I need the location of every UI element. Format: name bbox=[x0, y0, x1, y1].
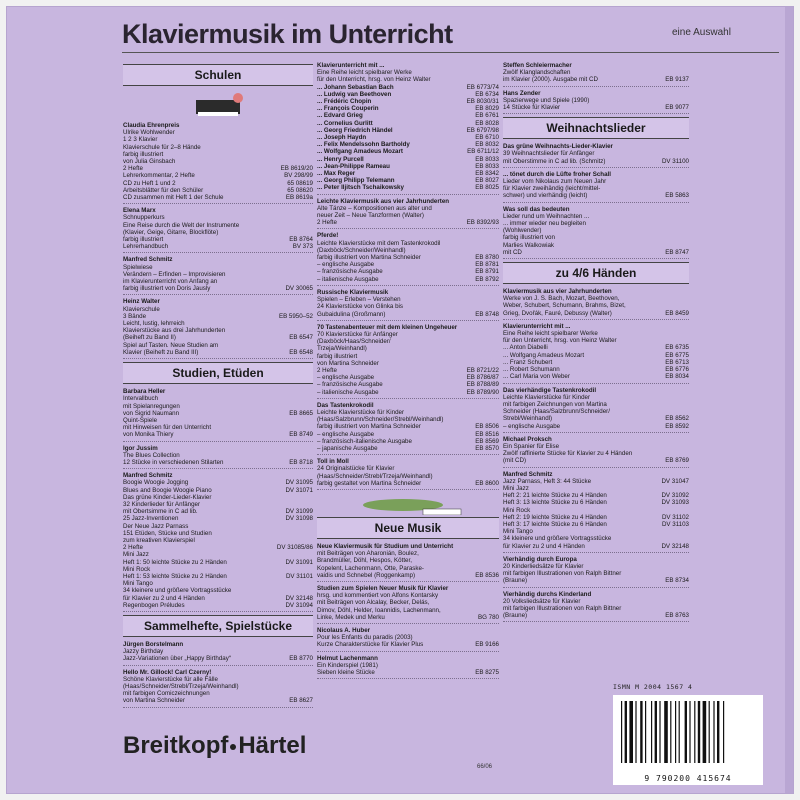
catalog-entry bbox=[503, 436, 689, 468]
catalog-entry bbox=[123, 669, 313, 708]
catalog-entry bbox=[503, 556, 689, 588]
catalog-entry bbox=[123, 388, 313, 441]
entry-line: Trzeja/Weinhandl) bbox=[317, 345, 367, 353]
entry-line: farbig gestaltet von Martina Schneider EB 8600 bbox=[317, 479, 499, 487]
entry-line: für den Unterricht, hrsg. von Heinz Walter bbox=[317, 76, 431, 84]
entry-line: 2 Hefte DV 31085/86 bbox=[123, 544, 313, 552]
entry-line: farbig illustriert von Martina Schneider EB 8780 bbox=[317, 254, 499, 262]
entry-line: Das grüne Kinder-Lieder-Klavier bbox=[123, 493, 212, 501]
barcode-bar bbox=[709, 701, 710, 763]
entry-line: ... Carl Maria von Weber EB 8034 bbox=[503, 373, 689, 381]
entry-line: Spiel auf Tasten. Neue Studien am bbox=[123, 341, 219, 349]
catalog-entry bbox=[317, 232, 499, 285]
entry-line: – französisch-italienische Ausgabe EB 8569 bbox=[317, 437, 499, 445]
catalog-entry bbox=[503, 171, 689, 203]
barcode-bar bbox=[635, 701, 636, 763]
entry-line: Heft 2: 21 leichte Stücke zu 4 Händen DV 31092 bbox=[503, 492, 689, 500]
entry-line: ... Frédéric Chopin EB 8030/31 bbox=[317, 98, 499, 106]
entry-heading: Pferde! bbox=[317, 232, 339, 240]
entry-line: Sieben kleine Stücke EB 8275 bbox=[317, 669, 499, 677]
barcode-bar bbox=[689, 701, 690, 763]
entry-line: mit farbigen Zeichnungen von Martina bbox=[503, 400, 607, 408]
entry-line: ... Ludwig van Beethoven EB 6734 bbox=[317, 90, 499, 98]
entry-heading: Toll in Moll bbox=[317, 458, 349, 466]
catalog-entry bbox=[503, 206, 689, 259]
entry-line: Lehrerkommentar, 2 Hefte BV 298/99 bbox=[123, 172, 313, 180]
entry-heading: Das grüne Weihnachts-Lieder-Klavier bbox=[503, 143, 613, 151]
barcode-bar bbox=[625, 701, 627, 763]
entry-line: ... Henry Purcell EB 8033 bbox=[317, 155, 499, 163]
barcode-bar bbox=[659, 701, 660, 763]
entry-line: farbig illustriert von Martina Schneider EB 8506 bbox=[317, 423, 499, 431]
entry-line: – englische Ausgabe EB 8786/87 bbox=[317, 374, 499, 382]
entry-heading: Steffen Schleiermacher bbox=[503, 62, 572, 69]
barcode-bar bbox=[694, 701, 695, 763]
crocodile-illustration-icon bbox=[353, 493, 463, 515]
entry-line: – englische Ausgabe EB 8516 bbox=[317, 430, 499, 438]
entry-line: 1 2 3 Klavier bbox=[123, 136, 158, 144]
entry-line: ... Robert Schumann EB 6776 bbox=[503, 366, 689, 374]
entry-line: Heft 1: 53 leichte Stücke zu 2 Händen DV 31101 bbox=[123, 572, 313, 580]
entry-line: – französische Ausgabe EB 8791 bbox=[317, 268, 499, 276]
barcode-bar bbox=[645, 701, 646, 763]
page-subtitle: eine Auswahl bbox=[672, 27, 731, 38]
barcode-bar bbox=[640, 701, 642, 763]
haende-list bbox=[503, 288, 689, 622]
entry-heading: Michael Proksch bbox=[503, 435, 552, 443]
entry-heading: Jürgen Borstelmann bbox=[123, 640, 184, 648]
entry-heading: Das Tastenkrokodil bbox=[317, 401, 374, 409]
barcode-bar bbox=[664, 701, 668, 763]
entry-line: Klavierstücke aus drei Jahrhunderten bbox=[123, 327, 226, 335]
entry-heading: Das vierhändige Tastenkrokodil bbox=[503, 386, 597, 394]
entry-line: Schnupperkurs bbox=[123, 214, 165, 222]
entry-line: mit Beiträgen von Aharonián, Boulez, bbox=[317, 550, 419, 558]
entry-line: ... François Couperin EB 8029 bbox=[317, 105, 499, 113]
catalog-entry bbox=[123, 122, 313, 204]
catalog-entry bbox=[503, 90, 689, 115]
entry-line: Eine Reihe leicht spielbarer Werke bbox=[503, 330, 598, 338]
entry-line: Lehrerhandbuch BV 373 bbox=[123, 243, 313, 251]
entry-heading: Barbara Heller bbox=[123, 388, 166, 396]
entry-line: Gubaidulina (Großmann) EB 8748 bbox=[317, 310, 499, 318]
entry-line: (Haas/Schneider/Strebl/Trzeja/Weinhandl) bbox=[317, 472, 433, 480]
schulen-list bbox=[123, 122, 313, 359]
entry-line: (Klavier, Geige, Gitarre, Blockflöte) bbox=[123, 228, 219, 236]
entry-line: CD zusammen mit Heft 1 der Schule EB 8619a bbox=[123, 194, 313, 202]
barcode-bar bbox=[723, 701, 724, 763]
entry-line: Mini Jazz bbox=[503, 484, 529, 492]
barcode-bar bbox=[713, 701, 714, 763]
entry-line: – englische Ausgabe EB 8781 bbox=[317, 261, 499, 269]
entry-line: (Braune) EB 8763 bbox=[503, 612, 689, 620]
entry-heading: Neue Klaviermusik für Studium und Unterricht bbox=[317, 542, 454, 550]
entry-line: ... Felix Mendelssohn Bartholdy EB 8032 bbox=[317, 141, 499, 149]
entry-line: Quint-Spiele bbox=[123, 416, 158, 424]
logo-dot-icon bbox=[230, 744, 236, 750]
title-rule bbox=[122, 52, 779, 53]
barcode-bar bbox=[621, 701, 622, 763]
entry-line: 34 kleinere und größere Vortragsstücke bbox=[123, 587, 232, 595]
barcode bbox=[613, 695, 763, 785]
entry-line: Der Neue Jazz Parnass bbox=[123, 522, 189, 530]
composer-list bbox=[317, 84, 499, 192]
entry-line: CD zu Heft 1 und 2 65 08619 bbox=[123, 179, 313, 187]
entry-line: (Wohlwender) bbox=[503, 227, 542, 235]
catalog-entry bbox=[317, 543, 499, 582]
entry-line: (Haas/Schneider/Strebl/Trzeja/Weinhandl) bbox=[123, 683, 239, 690]
entry-heading: Vierhändig durchs Kinderland bbox=[503, 590, 592, 598]
entry-line: im Klavierunterricht von Anfang an bbox=[123, 278, 218, 286]
entry-line: Heft 3: 13 leichte Stücke zu 6 Händen DV 31093 bbox=[503, 499, 689, 507]
catalog-entry bbox=[503, 62, 689, 87]
entry-line: Ein Spanier für Elise bbox=[503, 442, 560, 450]
entry-line: 24 Originalstücke für Klavier bbox=[317, 465, 395, 473]
catalog-entry bbox=[503, 288, 689, 320]
entry-line: (mit CD) EB 8769 bbox=[503, 457, 689, 465]
entry-line: 151 Etüden, Stücke und Studien bbox=[123, 529, 212, 537]
barcode-bar bbox=[698, 701, 700, 763]
entry-line: Ein Kinderspiel (1981) bbox=[317, 661, 378, 669]
entry-line: mit Hinweisen für den Unterricht bbox=[123, 424, 212, 432]
barcode-bars-icon bbox=[613, 695, 763, 767]
entry-line: 70 Klavierstücke für Anfänger bbox=[317, 330, 398, 338]
entry-heading: Leichte Klaviermusik aus vier Jahrhunderten bbox=[317, 197, 450, 205]
entry-line: für Klavier zweihändig (leicht/mittel- bbox=[503, 185, 601, 193]
entry-line: mit Oberstimme in C ad lib. (Schmitz) DV 31100 bbox=[503, 157, 689, 165]
entry-line: (Beiheft zu Band II) EB 6547 bbox=[123, 334, 313, 342]
entry-line: Dimov, Döhl, Helder, Ioannidis, Lachenmann, bbox=[317, 606, 441, 614]
barcode-bar bbox=[675, 701, 676, 763]
entry-line: 14 Stücke für Klavier EB 9077 bbox=[503, 104, 689, 112]
section-heading-studien: Studien, Etüden bbox=[123, 362, 313, 384]
barcode-bar bbox=[679, 701, 680, 763]
barcode-bar bbox=[717, 701, 719, 763]
entry-heading: Russische Klaviermusik bbox=[317, 288, 389, 296]
entry-line: Schneider (Haas/Salzbrunn/Schneider/ bbox=[503, 408, 610, 416]
entry-line: Mini Rock bbox=[503, 506, 531, 514]
ismn-text: ISMN M 2004 1567 4 bbox=[613, 683, 693, 691]
entry-line: farbig illustriert bbox=[317, 352, 358, 360]
catalog-entry bbox=[317, 402, 499, 455]
entry-line: ... Wolfgang Amadeus Mozart EB 6775 bbox=[503, 351, 689, 359]
catalog-entry bbox=[503, 471, 689, 553]
entry-line: – italienische Ausgabe EB 8792 bbox=[317, 275, 499, 283]
catalog-entry bbox=[317, 655, 499, 680]
entry-line: mit Obertsimme in C ad lib. DV 31099 bbox=[123, 508, 313, 516]
entry-line: Spazierwege und Spiele (1990) bbox=[503, 96, 590, 104]
entry-line: Spielwiese bbox=[123, 263, 153, 271]
barcode-bar bbox=[651, 701, 652, 763]
entry-line: von Martina Schneider EB 8627 bbox=[123, 697, 313, 705]
piano-illustration-icon bbox=[188, 90, 248, 120]
entry-line: im Klavier (2000). Ausgabe mit CD EB 9137 bbox=[503, 76, 689, 84]
entry-line: Mini Tango bbox=[503, 528, 533, 536]
entry-line: Spielen – Erleben – Verstehen bbox=[317, 296, 401, 304]
entry-line: ... Peter Iljitsch Tschaikowsky EB 8025 bbox=[317, 184, 499, 192]
catalog-entry bbox=[317, 198, 499, 230]
entry-line: von Julia Ginsbach bbox=[123, 158, 176, 166]
catalog-entry bbox=[123, 445, 313, 470]
cover-page bbox=[6, 6, 794, 794]
entry-heading: Igor Jussim bbox=[123, 444, 158, 452]
entry-line: 2 Hefte EB 8619/20 bbox=[123, 165, 313, 173]
entry-line: (Daxböck/Schneider/Weinhandl) bbox=[317, 246, 406, 254]
entry-line: Verändern – Erfinden – Improvisieren bbox=[123, 270, 226, 278]
publisher-logo: Breitkopf Härtel bbox=[123, 732, 307, 759]
entry-line: 25 Jazz-Inventionen DV 31098 bbox=[123, 515, 313, 523]
entry-line: hrsg. und kommentiert von Alfons Kontarsky bbox=[317, 592, 439, 600]
entry-heading: Klavierunterricht mit ... bbox=[503, 322, 571, 330]
entry-line: von Sigrid Naumann EB 8665 bbox=[123, 409, 313, 417]
entry-heading: Helmut Lachenmann bbox=[317, 654, 378, 662]
entry-line: ... Jean-Philippe Rameau EB 8033 bbox=[317, 162, 499, 170]
section-heading-weihnachtslieder: Weihnachtslieder bbox=[503, 117, 689, 139]
barcode-digits: 9 790200 415674 bbox=[644, 774, 732, 783]
entry-line: mit Beiträgen von Alcalay, Becker, Delás, bbox=[317, 599, 430, 607]
sammelhefte-list bbox=[123, 641, 313, 708]
entry-line: für Klavier zu 2 und 4 Händen DV 32148 bbox=[123, 594, 313, 602]
entry-line: Linke, Medek und Merku BG 780 bbox=[317, 613, 499, 621]
entry-line: Grieg, Dvořák, Fauré, Debussy (Walter) EB 8459 bbox=[503, 309, 689, 317]
entry-line: 12 Stücke in verschiedenen Stilarten EB 8718 bbox=[123, 458, 313, 466]
studien-list bbox=[123, 388, 313, 612]
entry-heading: ... tönet durch die Lüfte froher Schall bbox=[503, 170, 611, 178]
catalog-entry bbox=[503, 323, 689, 384]
section-heading-sammelhefte: Sammelhefte, Spielstücke bbox=[123, 615, 313, 637]
entry-line: 2 Hefte EB 8721/22 bbox=[317, 366, 499, 374]
page-code: 66/06 bbox=[477, 764, 493, 770]
entry-line: Klavier (Beiheft zu Band III) EB 6548 bbox=[123, 348, 313, 356]
middle-list bbox=[317, 198, 499, 490]
entry-line: Mini Jazz bbox=[123, 551, 149, 559]
entry-line: Kopelent, Lachenmann, Otte, Paraske- bbox=[317, 564, 424, 572]
entry-heading: Vierhändig durch Europa bbox=[503, 555, 577, 563]
entry-line: Eine Reise durch die Welt der Instrumente bbox=[123, 221, 240, 229]
entry-line: Blues and Boogie Woogie Piano DV 31071 bbox=[123, 486, 313, 494]
entry-heading: Klavierunterricht mit ... bbox=[317, 62, 385, 69]
entry-line: Lieder rund um Weihnachten ... bbox=[503, 212, 590, 220]
entry-line: Kurze Charakterstücke für Klavier Plus EB 9166 bbox=[317, 641, 499, 649]
entry-line: von Monika Thiery EB 8749 bbox=[123, 431, 313, 439]
entry-line: Heft 3: 17 leichte Stücke zu 6 Händen DV 31103 bbox=[503, 520, 689, 528]
entry-line: farbig illustriert von bbox=[503, 234, 555, 242]
barcode-bar bbox=[703, 701, 707, 763]
entry-line: Zwölf Klanglandschaften bbox=[503, 69, 571, 77]
catalog-entry bbox=[317, 458, 499, 490]
entry-line: Ulrike Wohlwender bbox=[123, 129, 175, 137]
entry-line: 34 kleinere und größere Vortragsstücke bbox=[503, 535, 612, 543]
entry-line: 3 Bände EB 5950–52 bbox=[123, 312, 313, 320]
entry-line: Regenbogen Préludes DV 31094 bbox=[123, 601, 313, 609]
entry-line: Mini Tango bbox=[123, 580, 153, 588]
entry-line: mit farbigen Comiczeichnungen bbox=[123, 690, 210, 698]
right-top-list bbox=[503, 62, 689, 114]
entry-line: Alte Tänze – Kompositionen aus alter und bbox=[317, 204, 432, 212]
entry-line: Jazzy Birthday bbox=[123, 648, 164, 656]
entry-line: ... Georg Philipp Telemann EB 8027 bbox=[317, 177, 499, 185]
section-heading-4-6-haende: zu 4/6 Händen bbox=[503, 262, 689, 284]
entry-line: Brandmüller, Döhl, Hespos, Kötter, bbox=[317, 557, 412, 565]
catalog-entry bbox=[123, 207, 313, 253]
entry-line: Marlies Walkowiak bbox=[503, 241, 554, 249]
entry-line: ... Cornelius Gurlitt EB 8028 bbox=[317, 119, 499, 127]
entry-line: ... Georg Friedrich Händel EB 6797/98 bbox=[317, 126, 499, 134]
catalog-entry bbox=[123, 298, 313, 359]
entry-line: Arbeitsblätter für den Schüler 65 08620 bbox=[123, 186, 313, 194]
klavierunterricht-series bbox=[317, 62, 499, 195]
entry-line: Klavierschule für 2–8 Hände bbox=[123, 143, 201, 151]
entry-line: Heft 2: 19 leichte Stücke zu 4 Händen DV 31102 bbox=[503, 513, 689, 521]
entry-line: ... Franz Schubert EB 6713 bbox=[503, 358, 689, 366]
neue-musik-list bbox=[317, 543, 499, 679]
entry-line: schwer) und vierhändig (leicht) EB 5863 bbox=[503, 192, 689, 200]
entry-line: 20 Kinderliedsätze für Klavier bbox=[503, 562, 584, 570]
entry-line: für den Unterricht, hrsg. von Heinz Walter bbox=[503, 337, 617, 345]
column-right bbox=[503, 62, 689, 625]
entry-line: (Haas/Salzbrunn/Schneider/Strebl/Weinhandl) bbox=[317, 416, 444, 424]
catalog-entry bbox=[123, 472, 313, 612]
weihnacht-list bbox=[503, 143, 689, 259]
column-left bbox=[123, 62, 313, 711]
entry-line: Eine Reihe leicht spielbarer Werke bbox=[317, 69, 412, 77]
entry-heading: Hans Zender bbox=[503, 89, 541, 97]
catalog-entry bbox=[317, 289, 499, 321]
catalog-entry bbox=[317, 585, 499, 624]
entry-line: Zwölf raffinierte Stücke für Klavier zu 4 Händen bbox=[503, 450, 633, 458]
section-heading-schulen: Schulen bbox=[123, 64, 313, 86]
entry-heading: Manfred Schmitz bbox=[123, 256, 173, 264]
entry-heading: Klaviermusik aus vier Jahrhunderten bbox=[503, 288, 612, 296]
entry-line: Klavierschule bbox=[123, 305, 160, 313]
entry-line: Leichte Klavierstücke für Kinder bbox=[317, 408, 405, 416]
page-title: Klaviermusik im Unterricht bbox=[122, 19, 453, 49]
entry-line: neuer Zeit – Neue Tanzformen (Walter) bbox=[317, 212, 424, 220]
entry-heading: Was soll das bedeuten bbox=[503, 205, 570, 213]
entry-line: Leicht, lustig, lehrreich bbox=[123, 320, 185, 328]
entry-line: ... Johann Sebastian Bach EB 6773/74 bbox=[317, 83, 499, 91]
entry-line: Intervallbuch bbox=[123, 395, 159, 403]
entry-line: 32 Kinderlieder für Anfänger bbox=[123, 500, 201, 508]
barcode-bar bbox=[629, 701, 633, 763]
entry-heading: Claudia Ehrenpreis bbox=[123, 122, 180, 129]
entry-heading: Manfred Schmitz bbox=[503, 470, 553, 478]
entry-line: ... immer wieder neu begleiten bbox=[503, 220, 586, 228]
entry-line: (Braune) EB 8734 bbox=[503, 577, 689, 585]
column-middle bbox=[317, 62, 499, 682]
entry-line: Jazz Parnass, Heft 3: 44 Stücke DV 31047 bbox=[503, 477, 689, 485]
entry-heading: Studien zum Spielen Neuer Musik für Klavier bbox=[317, 584, 449, 592]
catalog-entry bbox=[503, 387, 689, 433]
entry-line: 24 Klavierstücke von Glinka bis bbox=[317, 303, 403, 311]
barcode-bar bbox=[685, 701, 687, 763]
entry-line: farbig illustriert EB 8764 bbox=[123, 236, 313, 244]
entry-line: mit CD EB 8747 bbox=[503, 248, 689, 256]
entry-line: The Blues Collection bbox=[123, 451, 180, 459]
catalog-entry bbox=[503, 591, 689, 623]
entry-line: Boogie Woogie Jogging DV 31095 bbox=[123, 479, 313, 487]
entry-heading: Manfred Schmitz bbox=[123, 472, 173, 480]
entry-line: farbig illustriert von Doris Jausly DV 30065 bbox=[123, 285, 313, 293]
entry-line: 2 Hefte EB 8392/93 bbox=[317, 219, 499, 227]
entry-line: mit farbigen Illustrationen von Ralph Bittner bbox=[503, 570, 622, 578]
entry-line: Pour les Enfants du paradis (2003) bbox=[317, 634, 413, 642]
entry-line: mit Spielanregungen bbox=[123, 402, 180, 410]
entry-heading: Hello Mr. Gillock! Carl Czerny! bbox=[123, 668, 212, 676]
entry-heading: 70 Tastenabenteuer mit dem kleinen Ungeheuer bbox=[317, 323, 458, 331]
barcode-bar bbox=[670, 701, 671, 763]
entry-line: ... Wolfgang Amadeus Mozart EB 6711/12 bbox=[317, 148, 499, 156]
entry-line: für Klavier zu 2 und 4 Händen DV 32148 bbox=[503, 542, 689, 550]
entry-line: Leichte Klavierstücke mit dem Tastenkrokodil bbox=[317, 239, 441, 247]
entry-line: farbig illustriert bbox=[123, 150, 164, 158]
catalog-entry bbox=[317, 627, 499, 652]
entry-line: Mini Rock bbox=[123, 565, 151, 573]
entry-line: ... Joseph Haydn EB 6710 bbox=[317, 134, 499, 142]
entry-line: – französische Ausgabe EB 8788/89 bbox=[317, 381, 499, 389]
entry-line: Heft 1: 50 leichte Stücke zu 2 Händen DV 31091 bbox=[123, 558, 313, 566]
entry-line: Werke von J. S. Bach, Mozart, Beethoven, bbox=[503, 295, 620, 303]
entry-line: von Martina Schneider bbox=[317, 359, 379, 367]
entry-line: vaidis und Schnebel (Roggenkamp) EB 8536 bbox=[317, 571, 499, 579]
entry-line: Strebl/Weinhandl) EB 8562 bbox=[503, 415, 689, 423]
entry-heading: Heinz Walter bbox=[123, 298, 160, 306]
catalog-entry bbox=[317, 324, 499, 399]
entry-line: zum kreativen Klavierspiel bbox=[123, 536, 195, 544]
entry-line: Schöne Klavierstücke für alle Fälle bbox=[123, 675, 218, 683]
entry-heading: Elena Marx bbox=[123, 207, 156, 215]
catalog-entry bbox=[503, 143, 689, 168]
entry-line: – italienische Ausgabe EB 8789/90 bbox=[317, 388, 499, 396]
barcode-bar bbox=[655, 701, 657, 763]
section-heading-neue-musik: Neue Musik bbox=[317, 517, 499, 539]
entry-line: (Daxböck/Haas/Schneider/ bbox=[317, 338, 391, 346]
book-spine-edge bbox=[785, 7, 793, 794]
entry-line: mit farbigen Illustrationen von Ralph Bittner bbox=[503, 604, 622, 612]
catalog-entry bbox=[123, 641, 313, 666]
entry-line: Weber, Schubert, Schumann, Brahms, Bizet, bbox=[503, 302, 626, 310]
entry-line: – japanische Ausgabe EB 8570 bbox=[317, 444, 499, 452]
entry-line: ... Edvard Grieg EB 6761 bbox=[317, 112, 499, 120]
entry-line: 39 Weihnachtslieder für Anfänger bbox=[503, 150, 595, 158]
catalog-entry bbox=[123, 256, 313, 295]
entry-line: 20 Volksliedsätze für Klavier bbox=[503, 597, 581, 605]
entry-heading: Nicolaus A. Huber bbox=[317, 627, 371, 634]
entry-line: ... Max Reger EB 8342 bbox=[317, 170, 499, 178]
entry-line: ... Anton Diabelli EB 6735 bbox=[503, 344, 689, 352]
entry-line: Jazz-Variationen über „Happy Birthday“ EB 8770 bbox=[123, 655, 313, 663]
entry-line: Lieder vom Nikolaus zum Neuen Jahr bbox=[503, 178, 607, 186]
entry-line: Leichte Klavierstücke für Kinder bbox=[503, 393, 591, 401]
entry-line: – englische Ausgabe EB 8592 bbox=[503, 422, 689, 430]
